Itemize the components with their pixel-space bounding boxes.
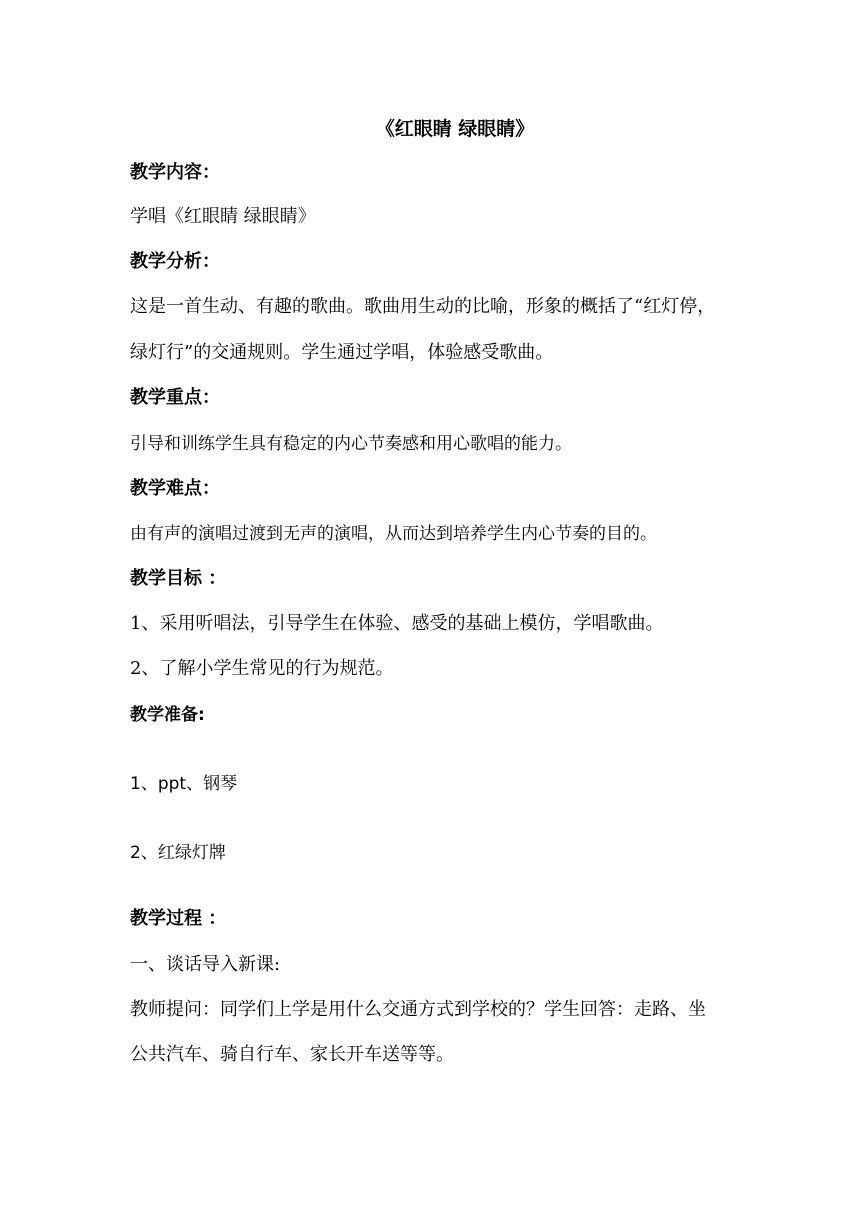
analysis-text-line-2: 绿灯行”的交通规则。学生通过学唱，体验感受歌曲。 bbox=[130, 342, 554, 363]
goals-heading: 教学目标 ： bbox=[130, 568, 227, 589]
document-title: 《红眼睛 绿眼睛》 bbox=[375, 118, 535, 140]
goal-item-2: 2、了解小学生常见的行为规范。 bbox=[130, 658, 394, 679]
difficulty-text: 由有声的演唱过渡到无声的演唱，从而达到培养学生内心节奏的目的。 bbox=[130, 524, 657, 544]
prep-item-2: 2、红绿灯牌 bbox=[130, 843, 226, 863]
process-text-line-2: 公共汽车、骑自行车、家长开车送等等。 bbox=[130, 1044, 454, 1065]
goal-item-1: 1、采用听唱法，引导学生在体验、感受的基础上模仿，学唱歌曲。 bbox=[130, 613, 664, 634]
prep-item-1: 1、ppt、钢琴 bbox=[130, 774, 238, 794]
analysis-text-line-1: 这是一首生动、有趣的歌曲。歌曲用生动的比喻，形象的概括了“红灯停， bbox=[130, 296, 716, 317]
focus-heading: 教学重点： bbox=[130, 387, 220, 408]
process-step-1: 一、谈话导入新课: bbox=[130, 954, 281, 975]
focus-text: 引导和训练学生具有稳定的内心节奏感和用心歌唱的能力。 bbox=[130, 434, 572, 454]
analysis-heading: 教学分析： bbox=[130, 251, 220, 272]
process-text-line-1: 教师提问：同学们上学是用什么交通方式到学校的？学生回答：走路、坐 bbox=[130, 999, 706, 1020]
difficulty-heading: 教学难点： bbox=[130, 478, 220, 499]
process-heading: 教学过程 ： bbox=[130, 908, 227, 929]
content-heading: 教学内容： bbox=[130, 162, 220, 183]
prep-heading: 教学准备: bbox=[130, 705, 205, 725]
content-text: 学唱《红眼睛 绿眼睛》 bbox=[130, 206, 316, 227]
